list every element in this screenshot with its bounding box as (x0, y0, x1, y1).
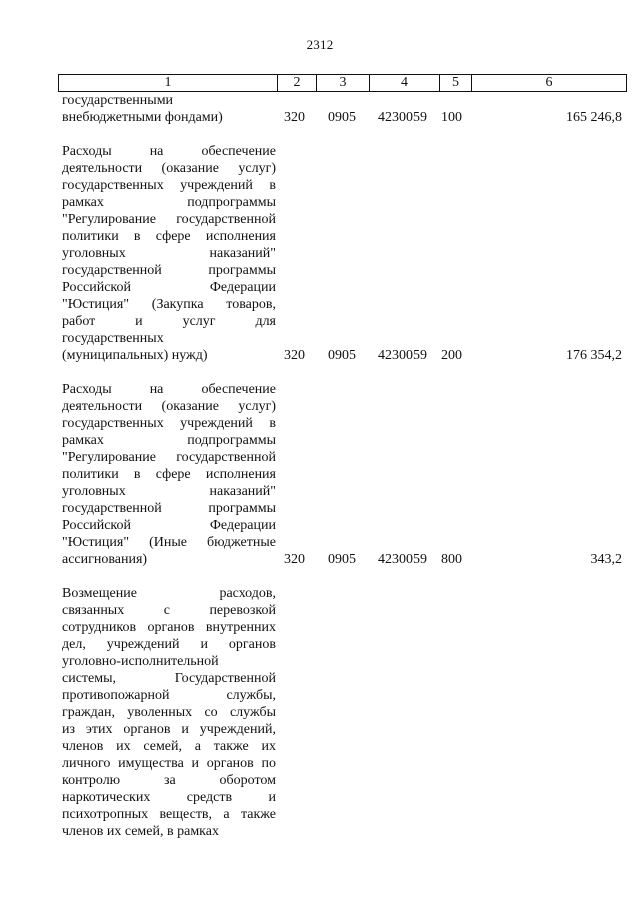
description-line: системы, Государственной (62, 671, 276, 686)
description-line: государственных учреждений в (62, 416, 276, 431)
description-line: политики в сфере исполнения (62, 467, 276, 482)
column-header-2: 2 (278, 75, 317, 92)
description-line: "Регулирование государственной (62, 450, 276, 465)
description-line: Российской Федерации (62, 518, 276, 533)
description-line: государственных учреждений в (62, 178, 276, 193)
description-line: государственной программы (62, 263, 276, 278)
description-line: (муниципальных) нужд) (62, 348, 208, 363)
description-line: "Юстиция" (Иные бюджетные (62, 535, 276, 550)
row-description (62, 381, 276, 568)
description-line: уголовных наказаний" (62, 246, 276, 261)
column-header-6: 6 (472, 75, 627, 92)
column-header-row (59, 75, 627, 92)
row-description (62, 92, 276, 126)
row-value-col3: 0905 (328, 348, 356, 363)
column-header-3: 3 (317, 75, 370, 92)
description-line: из этих органов и учреждений, (62, 722, 276, 737)
budget-rows (58, 92, 622, 840)
description-line: Расходы на обеспечение (62, 382, 276, 397)
description-line: граждан, уволенных со службы (62, 705, 276, 720)
row-description (62, 585, 276, 840)
description-line: деятельности (оказание услуг) (62, 399, 276, 414)
page-number: 2312 (306, 37, 334, 52)
table-row (58, 381, 622, 568)
row-value-col3: 0905 (328, 110, 356, 125)
description-line: ассигнования) (62, 552, 148, 567)
description-line: личного имущества и органов по (62, 756, 276, 771)
description-line: политики в сфере исполнения (62, 229, 276, 244)
table-row (58, 143, 622, 364)
row-value-col2: 320 (284, 552, 305, 567)
column-header-table (58, 74, 627, 92)
row-value-col2: 320 (284, 348, 305, 363)
description-line: членов их семей, а также их (62, 739, 276, 754)
description-line: государственными (62, 93, 174, 108)
row-value-col5: 800 (441, 552, 462, 567)
column-header-1: 1 (59, 75, 278, 92)
description-line: деятельности (оказание услуг) (62, 161, 276, 176)
description-line: противопожарной службы, (62, 688, 276, 703)
row-value-col6: 165 246,8 (566, 110, 622, 125)
table-row (58, 585, 622, 840)
description-line: дел, учреждений и органов (62, 637, 276, 652)
row-description (62, 143, 276, 364)
description-line: связанных с перевозкой (62, 603, 276, 618)
column-header-5: 5 (440, 75, 472, 92)
row-value-col4: 4230059 (378, 552, 427, 567)
description-line: работ и услуг для (62, 314, 276, 329)
row-value-col2: 320 (284, 110, 305, 125)
description-line: внебюджетными фондами) (62, 110, 223, 125)
description-line: Расходы на обеспечение (62, 144, 276, 159)
row-value-col5: 100 (441, 110, 462, 125)
description-line: Возмещение расходов, (62, 586, 276, 601)
description-line: психотропных веществ, а также (62, 807, 276, 822)
description-line: Российской Федерации (62, 280, 276, 295)
column-header-4: 4 (370, 75, 440, 92)
description-line: "Юстиция" (Закупка товаров, (62, 297, 276, 312)
description-line: контролю за оборотом (62, 773, 276, 788)
row-value-col6: 176 354,2 (566, 348, 622, 363)
row-value-col5: 200 (441, 348, 462, 363)
row-value-col3: 0905 (328, 552, 356, 567)
description-line: членов их семей, в рамках (62, 824, 219, 839)
description-line: рамках подпрограммы (62, 195, 276, 210)
description-line: уголовно-исполнительной (62, 654, 219, 669)
description-line: государственной программы (62, 501, 276, 516)
table-row (58, 92, 622, 126)
row-value-col6: 343,2 (590, 552, 622, 567)
row-value-col4: 4230059 (378, 110, 427, 125)
description-line: "Регулирование государственной (62, 212, 276, 227)
description-line: государственных (62, 331, 164, 346)
row-value-col4: 4230059 (378, 348, 427, 363)
description-line: наркотических средств и (62, 790, 276, 805)
description-line: рамках подпрограммы (62, 433, 276, 448)
description-line: уголовных наказаний" (62, 484, 276, 499)
description-line: сотрудников органов внутренних (62, 620, 276, 635)
